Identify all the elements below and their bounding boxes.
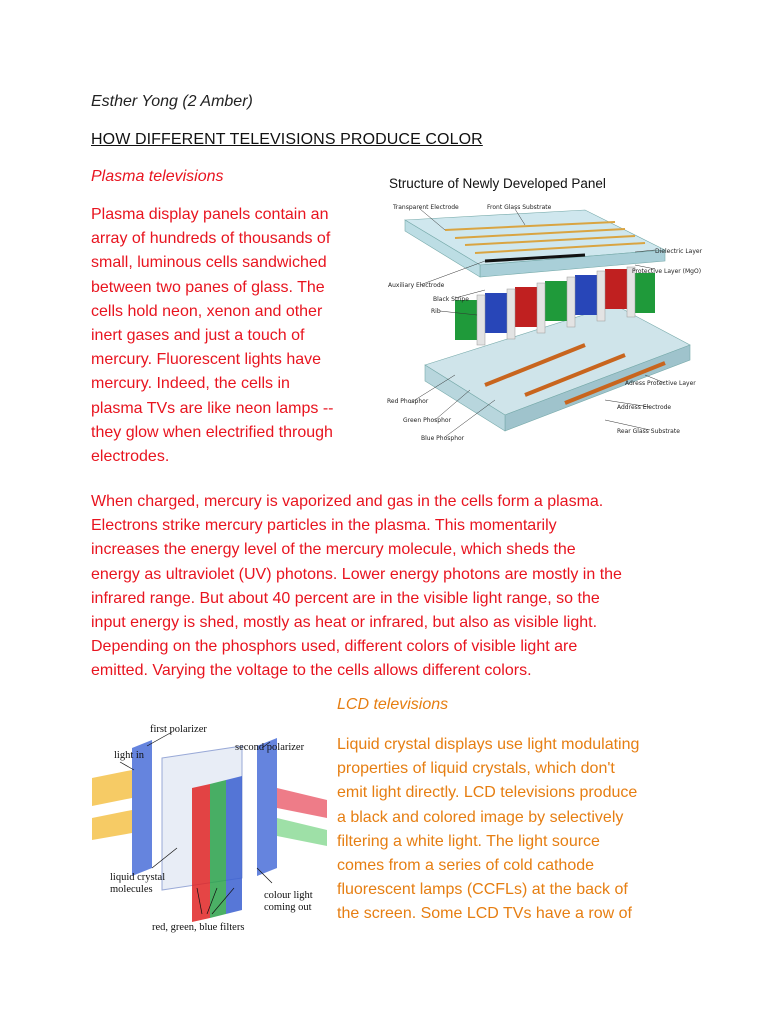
label-protective: Protective Layer (MgO) <box>632 268 702 275</box>
label-rear-glass: Rear Glass Substrate <box>617 428 680 435</box>
plasma-figure-title: Structure of Newly Developed Panel <box>389 176 606 191</box>
label-light-in: light in <box>114 750 145 761</box>
label-colour-light: colour light <box>264 890 313 901</box>
label-black-stripe: Black Stripe <box>433 296 469 303</box>
label-liquid-crystal: liquid crystal <box>110 872 166 883</box>
second-polarizer-panel <box>257 738 277 876</box>
label-first-polarizer: first polarizer <box>150 724 207 735</box>
plasma-panel-diagram <box>385 195 705 450</box>
lcd-paragraph: Liquid crystal displays use light modulating properties of liquid crystals, which don't emit light directly. LCD televisions produce a black and colored image by selectively filtering a white light. The light source comes from a series of cold cathode fluorescent lamps (CCFLs) at the back of the screen. Some LCD TVs have a row of <box>337 736 640 923</box>
plasma-paragraph-2: When charged, mercury is vaporized and gas in the cells form a plasma. Electrons strike mercury particles in the plasma. This momentarily increases the energy level of the mercury molecule, which sheds the energy as ultraviolet (UV) photons. Lower energy photons are mostly in the infrared range. But about 40 percent are in the visible light range, so the input energy is shed, mostly as heat or infrared, but also as visible light. Depending on the phosphors used, different colors of visible light are emitted. Varying the voltage to the cells allows different colors. <box>91 493 622 680</box>
colour-light-out-green <box>277 818 327 846</box>
lcd-subtitle: LCD televisions <box>337 696 449 713</box>
label-rib: Rib <box>431 308 441 315</box>
light-in-beam <box>92 770 132 806</box>
label-address-protective: Adress Protective Layer <box>625 380 696 387</box>
label-molecules: molecules <box>110 884 153 895</box>
author-line: Esther Yong (2 Amber) <box>91 93 253 110</box>
label-front-glass: Front Glass Substrate <box>487 204 552 211</box>
label-coming-out: coming out <box>264 902 312 913</box>
document-heading: HOW DIFFERENT TELEVISIONS PRODUCE COLOR <box>91 131 483 148</box>
green-filter <box>210 780 226 918</box>
red-filter <box>192 784 210 922</box>
lcd-diagram <box>92 718 327 943</box>
label-transparent-electrode: Transparent Electrode <box>393 204 459 211</box>
light-in-beam-2 <box>92 810 132 840</box>
label-auxiliary: Auxiliary Electrode <box>388 282 445 289</box>
colour-light-out-red <box>277 788 327 818</box>
label-second-polarizer: second polarizer <box>235 742 305 753</box>
label-green-phosphor: Green Phosphor <box>403 417 452 424</box>
label-red-phosphor: Red Phosphor <box>387 398 429 405</box>
blue-filter <box>226 776 242 914</box>
label-blue-phosphor: Blue Phosphor <box>421 435 465 442</box>
label-dielectric: Dielectric Layer <box>655 248 703 255</box>
plasma-paragraph-1: Plasma display panels contain an array of hundreds of thousands of small, luminous cells sandwiched between two panes of glass. The cells hold neon, xenon and other inert gases and just a touch of mercury. Fluorescent lights have mercury. Indeed, the cells in plasma TVs are like neon lamps -- they glow when electrified through electrodes. <box>91 206 334 466</box>
plasma-subtitle: Plasma televisions <box>91 168 224 185</box>
label-rgb-filters: red, green, blue filters <box>152 922 245 933</box>
label-address-electrode: Address Electrode <box>617 404 672 411</box>
